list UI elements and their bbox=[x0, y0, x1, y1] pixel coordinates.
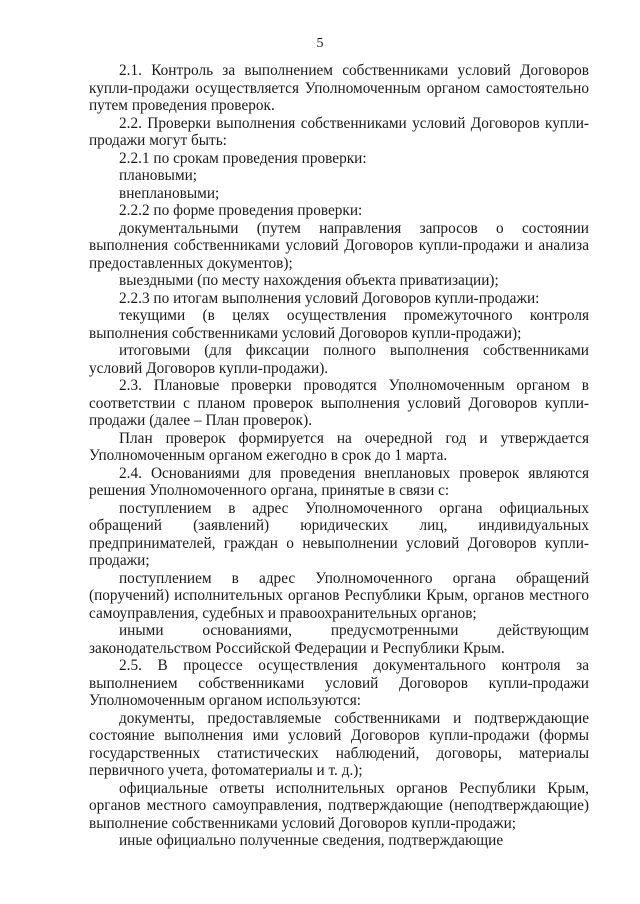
paragraph-2-1: 2.1. Контроль за выполнением собственниками условий Договоров купли-продажи осуществляется Уполномоченным органом самостоятельно путем проведения проверок. bbox=[89, 62, 589, 114]
list-item-unplanned: внеплановыми; bbox=[119, 184, 220, 202]
paragraph-2-5: 2.5. В процессе осуществления документального контроля за выполнением собственниками условий Договоров купли-продажи Уполномоченным органом используются: bbox=[89, 657, 589, 709]
paragraph-2-2-1: 2.2.1 по срокам проведения проверки: bbox=[119, 149, 367, 167]
paragraph-2-3: 2.3. Плановые проверки проводятся Уполномоченным органом в соответствии с планом проверок выполнения условий Договоров купли-продажи (далее – План проверок). bbox=[89, 377, 589, 429]
list-item-onsite: выездными (по месту нахождения объекта приватизации); bbox=[119, 272, 499, 289]
list-item-current: текущими (в целях осуществления промежуточного контроля выполнения собственниками условий Договоров купли-продажи); bbox=[89, 307, 589, 342]
paragraph-plan: План проверок формируется на очередной год и утверждается Уполномоченным органом ежегодно в срок до 1 марта. bbox=[89, 429, 589, 464]
document-body bbox=[89, 62, 589, 850]
paragraph-2-2-3: 2.2.3 по итогам выполнения условий Договоров купли-продажи: bbox=[119, 289, 540, 307]
list-item-appeals: поступлением в адрес Уполномоченного органа официальных обращений (заявлений) юридических лиц, индивидуальных предпринимателей, граждан о невыполнении условий Договоров купли-продажи; bbox=[89, 499, 589, 569]
list-item-final: итоговыми (для фиксации полного выполнения собственниками условий Договоров купли-продажи). bbox=[89, 342, 589, 377]
list-item-other-info: иные официально полученные сведения, подтверждающие bbox=[119, 832, 504, 849]
paragraph-2-2: 2.2. Проверки выполнения собственниками условий Договоров купли-продажи могут быть: bbox=[89, 114, 589, 149]
paragraph-2-2-2: 2.2.2 по форме проведения проверки: bbox=[119, 202, 363, 219]
page-number: 5 bbox=[316, 36, 324, 51]
list-item-planned: плановыми; bbox=[119, 167, 198, 184]
list-item-official-answers: официальные ответы исполнительных органов Республики Крым, органов местного самоуправления, подтверждающие (неподтверждающие) выполнение собственниками условий Договоров купли-продажи; bbox=[89, 779, 589, 832]
paragraph-2-4: 2.4. Основаниями для проведения внеплановых проверок являются решения Уполномоченного органа, принятые в связи с: bbox=[89, 464, 589, 499]
list-item-other-grounds: иными основаниями, предусмотренными действующим законодательством Российской Федерации и Республики Крым. bbox=[89, 622, 589, 657]
list-item-orders: поступлением в адрес Уполномоченного органа обращений (поручений) исполнительных органов Республики Крым, органов местного самоуправления, судебных и правоохранительных органов; bbox=[89, 569, 589, 622]
list-item-documents: документы, предоставляемые собственниками и подтверждающие состояние выполнения ими условий Договоров купли-продажи (формы государственных статистических наблюдений, договоры, материалы первичного учета, фотоматериалы и т. д.); bbox=[89, 709, 589, 779]
list-item-documentary: документальными (путем направления запросов о состоянии выполнения собственниками условий Договоров купли-продажи и анализа предоставленных документов); bbox=[89, 219, 589, 272]
